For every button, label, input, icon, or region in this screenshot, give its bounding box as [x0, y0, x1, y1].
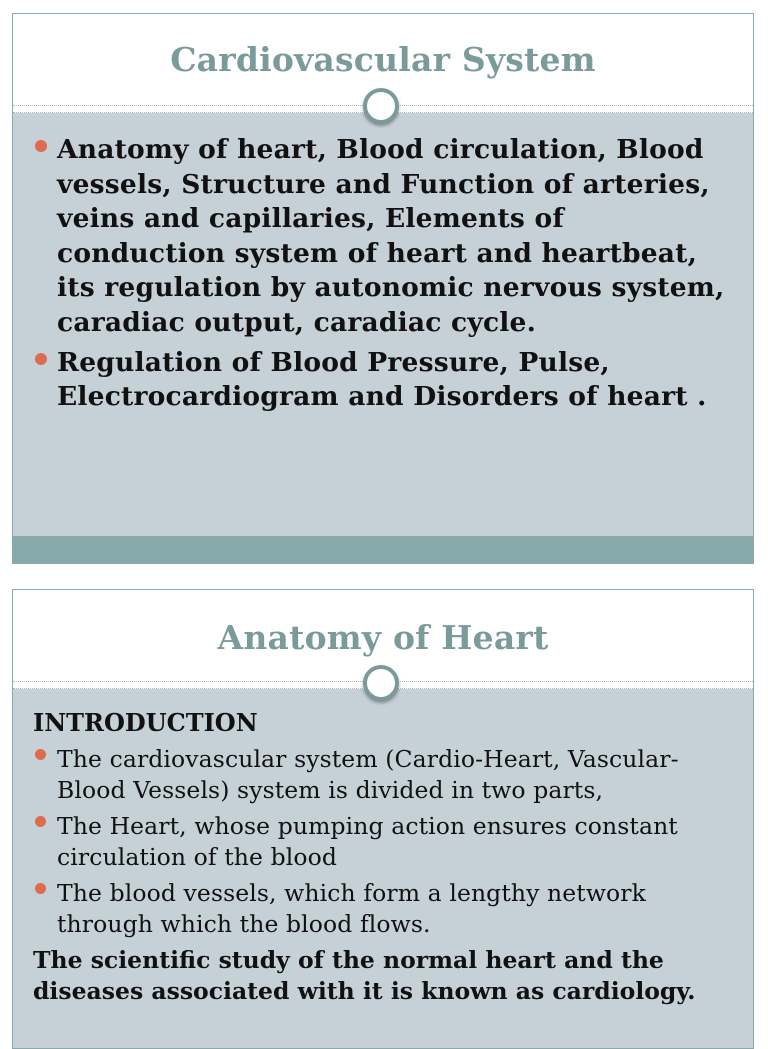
bullet-dot-icon — [35, 140, 47, 152]
list-item — [13, 346, 729, 415]
slide-anatomy-of-heart — [12, 589, 754, 1049]
section-heading: INTRODUCTION — [33, 708, 258, 737]
ring-ornament-icon — [363, 88, 399, 124]
bullet-text: The cardiovascular system (Cardio-Heart, Vascular-Blood Vessels) system is divided in two parts, — [57, 745, 679, 804]
list-item — [13, 133, 729, 341]
bullet-dot-icon — [35, 816, 46, 827]
bullet-text: Anatomy of heart, Blood circulation, Blood vessels, Structure and Function of arteries, veins and capillaries, Elements of conduction system of heart and heartbeat, its regulation by autonomic nervous system, caradiac output, caradiac cycle. — [57, 134, 725, 338]
bullet-dot-icon — [35, 749, 46, 760]
slide-title: Anatomy of Heart — [217, 618, 549, 657]
footer-band — [13, 536, 753, 563]
ring-ornament-icon — [363, 665, 399, 701]
bullet-dot-icon — [35, 353, 47, 365]
bullet-dot-icon — [35, 883, 46, 894]
bullet-text: The Heart, whose pumping action ensures constant circulation of the blood — [57, 812, 678, 871]
list-item — [13, 744, 735, 805]
bullet-text: Regulation of Blood Pressure, Pulse, Electrocardiogram and Disorders of heart . — [57, 346, 707, 413]
slide-cardiovascular-system — [12, 13, 754, 564]
slide-title: Cardiovascular System — [170, 40, 596, 79]
slide-content — [13, 133, 753, 415]
list-item — [13, 811, 735, 872]
bullet-text: The blood vessels, which form a lengthy network through which the blood flows. — [57, 879, 646, 938]
closing-statement: The scientific study of the normal heart and the diseases associated with it is known as cardiology. — [33, 946, 696, 1005]
slide-content — [13, 708, 753, 1007]
list-item — [13, 878, 735, 939]
